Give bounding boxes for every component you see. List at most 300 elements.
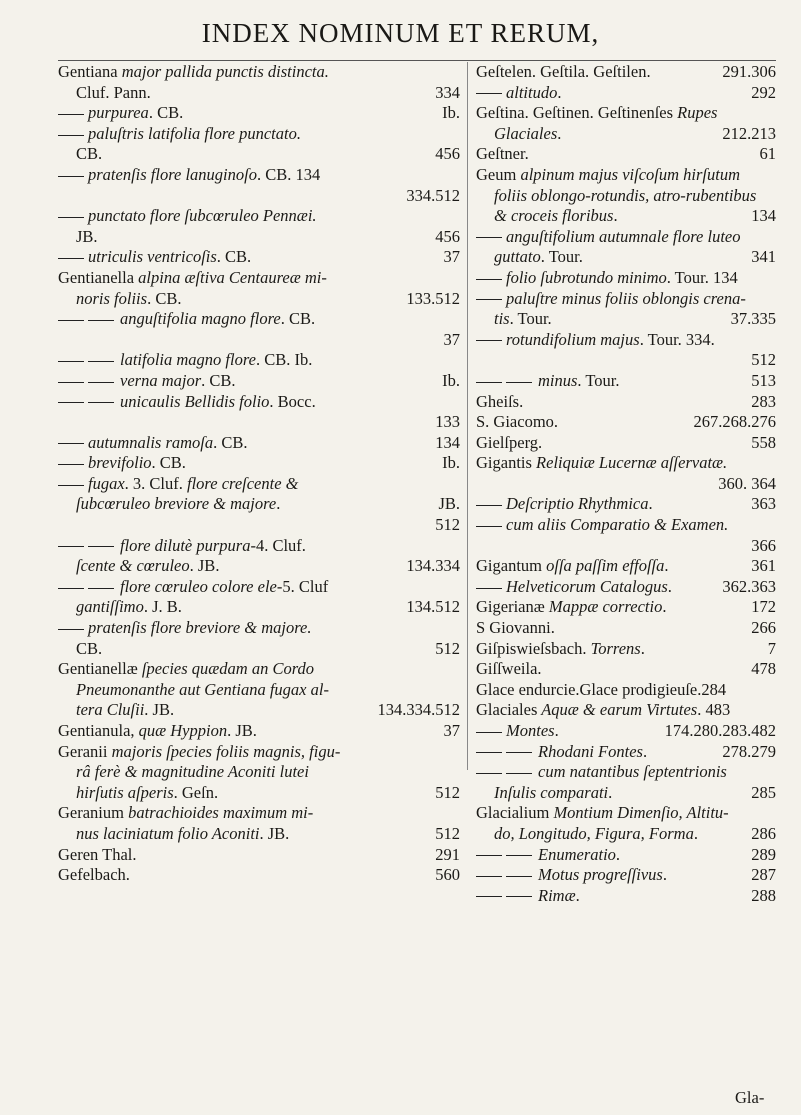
repeat-dash bbox=[58, 464, 84, 465]
page-reference: 291.306 bbox=[716, 62, 776, 83]
page-reference: 512 bbox=[429, 639, 460, 660]
page-reference: 560 bbox=[429, 865, 460, 886]
entry-description: flore cœruleo colore ele- bbox=[120, 576, 283, 596]
entry-description: Rimæ bbox=[538, 885, 576, 905]
entry-line bbox=[476, 268, 776, 289]
entry-description: Reliquiæ Lucernæ aſſervatæ. bbox=[531, 453, 728, 473]
entry-line bbox=[58, 124, 460, 145]
entry-line bbox=[58, 556, 460, 577]
entry-text: JB. bbox=[76, 226, 98, 246]
page-reference: 266 bbox=[745, 618, 776, 639]
entry-line bbox=[58, 83, 460, 104]
entry-heading: Gentianula, bbox=[58, 721, 135, 740]
entry-text: . JB. bbox=[189, 556, 220, 576]
index-entry bbox=[58, 577, 460, 618]
page-reference: Ib. bbox=[436, 103, 460, 124]
entry-text: . Tour. 134 bbox=[666, 267, 738, 287]
entry-description: Torrens bbox=[586, 638, 641, 658]
repeat-dash bbox=[476, 588, 502, 589]
index-entry bbox=[476, 618, 776, 639]
entry-description: unicaulis Bellidis folio bbox=[120, 391, 270, 411]
index-entry bbox=[58, 268, 460, 309]
entry-line bbox=[58, 433, 460, 454]
index-entry bbox=[476, 227, 776, 268]
entry-line bbox=[58, 350, 460, 371]
entry-text: . CB. bbox=[147, 288, 182, 308]
entry-description: Helveticorum Catalogus bbox=[506, 576, 668, 596]
entry-line bbox=[58, 227, 460, 248]
page-reference: 267.268.276 bbox=[688, 412, 777, 433]
index-entry bbox=[58, 206, 460, 247]
page-reference: 292 bbox=[745, 83, 776, 104]
entry-line bbox=[476, 165, 776, 186]
index-entry bbox=[58, 536, 460, 577]
entry-line bbox=[58, 680, 460, 701]
index-entry bbox=[476, 515, 776, 556]
index-entry bbox=[476, 165, 776, 227]
index-entry bbox=[476, 659, 776, 680]
page-reference: Ib. bbox=[436, 453, 460, 474]
entry-description: Rupes bbox=[673, 103, 718, 123]
entry-line bbox=[58, 618, 460, 639]
entry-line bbox=[476, 556, 776, 577]
index-entry bbox=[58, 474, 460, 536]
entry-line bbox=[58, 865, 460, 886]
entry-description: alpinum majus viſcoſum hirſutum bbox=[516, 164, 740, 184]
entry-heading: Gentiana bbox=[58, 62, 118, 81]
page-reference: 289 bbox=[745, 845, 776, 866]
entry-text: . Bocc. bbox=[269, 391, 316, 411]
entry-description: fugax bbox=[88, 473, 125, 493]
entry-description: ſpecies quædam an Cordo bbox=[137, 659, 315, 679]
entry-description: Montes bbox=[506, 721, 555, 740]
entry-description: foliis oblongo-rotundis, atro-rubentibus bbox=[494, 185, 757, 205]
entry-description: cum aliis Comparatio & Examen. bbox=[506, 515, 729, 535]
entry-text: . bbox=[554, 721, 559, 740]
entry-heading: Gigantis bbox=[476, 453, 532, 473]
repeat-dash bbox=[88, 546, 114, 547]
page-reference: 212.213 bbox=[716, 124, 776, 145]
entry-text: . CB. bbox=[280, 309, 316, 329]
entry-text: 5. Cluf bbox=[282, 576, 329, 596]
entry-description: Mappæ correctio bbox=[544, 597, 663, 617]
entry-line bbox=[476, 433, 776, 454]
entry-description: oſſa paſſim effoſſa bbox=[542, 556, 665, 576]
repeat-dash bbox=[476, 896, 502, 897]
entry-line bbox=[476, 412, 776, 433]
page-reference: 286 bbox=[745, 824, 776, 845]
entry-description: anguſtifolium autumnale flore luteo bbox=[506, 226, 741, 246]
index-entry bbox=[476, 62, 776, 83]
entry-description: & croceis floribus bbox=[494, 206, 614, 226]
repeat-dash bbox=[476, 340, 502, 341]
page-reference: 478 bbox=[745, 659, 776, 680]
catchword: Gla- bbox=[735, 1088, 765, 1107]
entry-text: . bbox=[640, 638, 645, 658]
entry-line bbox=[58, 247, 460, 268]
entry-line bbox=[476, 124, 776, 145]
entry-line bbox=[476, 392, 776, 413]
entry-line bbox=[58, 494, 460, 515]
entry-description: alpina æſtiva Centaureæ mi- bbox=[134, 267, 327, 287]
repeat-dash bbox=[58, 382, 84, 383]
entry-heading: Giſſweila. bbox=[476, 659, 542, 679]
entry-description: anguſtifolia magno flore bbox=[120, 309, 281, 329]
entry-line bbox=[58, 762, 460, 783]
entry-line bbox=[476, 618, 776, 639]
entry-description: pratenſis flore breviore & majore. bbox=[88, 618, 312, 638]
entry-heading: Geſtina. Geſtinen. Geſtinenſes bbox=[476, 103, 674, 123]
entry-heading: Geum bbox=[476, 164, 517, 184]
entry-description: Motus progreſſivus bbox=[538, 865, 663, 885]
index-entry bbox=[476, 268, 776, 289]
entry-line bbox=[58, 845, 460, 866]
entry-description: hirſutis aſperis bbox=[76, 782, 174, 802]
entry-description: guttato bbox=[494, 247, 541, 267]
repeat-dash bbox=[476, 732, 502, 733]
entry-line bbox=[58, 62, 460, 83]
entry-description: majoris ſpecies foliis magnis, figu- bbox=[107, 741, 341, 761]
index-entry bbox=[476, 845, 776, 866]
column-divider bbox=[467, 62, 468, 770]
repeat-dash bbox=[506, 773, 532, 774]
entry-line bbox=[58, 536, 460, 557]
page-reference: 513 bbox=[745, 371, 776, 392]
entry-line bbox=[476, 597, 776, 618]
entry-text: . 483 bbox=[697, 700, 731, 720]
page-reference: 37 bbox=[438, 247, 461, 268]
page-reference: 37 bbox=[438, 721, 461, 742]
page-reference: 283 bbox=[745, 392, 776, 413]
index-entry bbox=[58, 371, 460, 392]
entry-line bbox=[58, 474, 460, 495]
entry-line bbox=[58, 453, 460, 474]
repeat-dash bbox=[58, 114, 84, 115]
entry-heading: S. Giacomo. bbox=[476, 412, 559, 432]
page-reference: 285 bbox=[745, 783, 776, 804]
entry-text: . bbox=[608, 782, 613, 802]
entry-text: . bbox=[642, 741, 648, 761]
page-reference: 512 bbox=[429, 783, 460, 804]
entry-line bbox=[58, 371, 460, 392]
repeat-dash bbox=[476, 299, 502, 300]
entry-description: Glaciales bbox=[494, 123, 558, 143]
entry-line bbox=[58, 597, 460, 618]
left-column bbox=[58, 62, 460, 886]
page-reference: 61 bbox=[754, 144, 777, 165]
index-entry bbox=[58, 309, 460, 350]
page-reference: 366 bbox=[745, 536, 776, 557]
repeat-dash bbox=[58, 402, 84, 403]
page-reference: 172 bbox=[745, 597, 776, 618]
entry-line bbox=[476, 783, 776, 804]
entry-description: Pneumonanthe aut Gentiana fugax al- bbox=[76, 679, 329, 699]
entry-line bbox=[58, 803, 460, 824]
index-entry bbox=[58, 392, 460, 433]
entry-line bbox=[58, 721, 460, 742]
repeat-dash bbox=[476, 505, 502, 506]
entry-line bbox=[476, 494, 776, 515]
repeat-dash bbox=[88, 402, 114, 403]
entry-text: . bbox=[615, 844, 621, 864]
entry-description: rotundifolium majus bbox=[506, 329, 640, 349]
index-entry bbox=[476, 289, 776, 330]
entry-line bbox=[476, 845, 776, 866]
entry-line bbox=[476, 577, 776, 598]
entry-text: . CB. bbox=[201, 370, 236, 390]
entry-description: paluſtre minus foliis oblongis crena- bbox=[506, 288, 746, 308]
entry-line bbox=[58, 144, 460, 165]
entry-description: major pallida punctis distincta. bbox=[117, 62, 329, 81]
page-reference: 134.334 bbox=[400, 556, 460, 577]
index-entry bbox=[58, 865, 460, 886]
entry-heading: S Giovanni. bbox=[476, 618, 555, 638]
entry-heading: Geſtner. bbox=[476, 144, 529, 164]
page-reference: 7 bbox=[762, 639, 776, 660]
entry-line bbox=[476, 83, 776, 104]
index-entry bbox=[476, 556, 776, 577]
entry-line bbox=[476, 803, 776, 824]
entry-description: Enumeratio bbox=[538, 844, 616, 864]
page-reference: 133 bbox=[429, 412, 460, 433]
entry-line bbox=[476, 515, 776, 536]
page-reference: 512 bbox=[429, 824, 460, 845]
index-entry bbox=[58, 618, 460, 659]
entry-line bbox=[58, 309, 460, 330]
entry-line bbox=[58, 289, 460, 310]
entry-line bbox=[476, 330, 776, 351]
entry-heading: Glaciales bbox=[476, 700, 538, 720]
entry-description: paluſtris latifolia flore punctato. bbox=[88, 123, 301, 143]
entry-description: quæ Hyppion bbox=[134, 721, 228, 740]
right-column bbox=[476, 62, 776, 906]
entry-text: . bbox=[276, 494, 281, 514]
repeat-dash bbox=[88, 320, 114, 321]
index-entry bbox=[58, 124, 460, 165]
entry-text: . Tour. bbox=[509, 309, 552, 329]
entry-description: noris foliis bbox=[76, 288, 148, 308]
entry-text: . 3. Cluf. bbox=[124, 473, 188, 493]
page-reference: 558 bbox=[745, 433, 776, 454]
entry-description: folio ſubrotundo minimo bbox=[506, 267, 667, 287]
index-entry bbox=[476, 700, 776, 721]
entry-line bbox=[476, 680, 776, 701]
entry-description: autumnalis ramoſa bbox=[88, 432, 214, 452]
entry-text: . bbox=[662, 597, 667, 617]
index-entry bbox=[58, 742, 460, 804]
page-reference: 512 bbox=[745, 350, 776, 371]
entry-line bbox=[476, 103, 776, 124]
page-reference: 363 bbox=[745, 494, 776, 515]
index-entry bbox=[476, 412, 776, 433]
page-reference: Ib. bbox=[436, 371, 460, 392]
entry-heading: Glacialium bbox=[476, 803, 550, 823]
entry-heading: Gheiſs. bbox=[476, 391, 524, 411]
page-reference: 334 bbox=[429, 83, 460, 104]
entry-description: brevifolio bbox=[88, 453, 152, 473]
index-entry bbox=[476, 433, 776, 454]
entry-heading: Gigantum bbox=[476, 556, 542, 576]
entry-text: CB. bbox=[76, 144, 103, 164]
entry-line bbox=[58, 392, 460, 413]
entry-line bbox=[476, 824, 776, 845]
entry-line bbox=[476, 186, 776, 207]
entry-line bbox=[58, 206, 460, 227]
entry-description: gantiſſimo bbox=[76, 597, 144, 617]
index-entry bbox=[476, 392, 776, 413]
page-reference: 291 bbox=[429, 845, 460, 866]
entry-line bbox=[58, 700, 460, 721]
index-entry bbox=[58, 165, 460, 206]
index-entry bbox=[58, 350, 460, 371]
index-entry bbox=[476, 103, 776, 144]
page-reference: 134 bbox=[429, 433, 460, 454]
page-reference: 512 bbox=[429, 515, 460, 536]
index-entry bbox=[58, 845, 460, 866]
entry-description: Inſulis comparati bbox=[494, 782, 609, 802]
entry-text: . J. B. bbox=[143, 597, 182, 617]
repeat-dash bbox=[476, 93, 502, 94]
entry-line bbox=[58, 824, 460, 845]
entry-description: tera Cluſii bbox=[76, 700, 145, 720]
entry-description: cum natantibus ſeptentrionis bbox=[538, 762, 727, 782]
entry-heading: Glace endurcie.Glace prodigieuſe.284 bbox=[476, 679, 727, 699]
repeat-dash bbox=[58, 485, 84, 486]
entry-line bbox=[58, 330, 460, 351]
entry-heading: Giſpiswieſsbach. bbox=[476, 638, 587, 658]
page-reference: 456 bbox=[429, 227, 460, 248]
entry-line bbox=[476, 453, 776, 474]
repeat-dash bbox=[88, 588, 114, 589]
index-entry bbox=[58, 247, 460, 268]
entry-description: latifolia magno flore bbox=[120, 350, 256, 370]
entry-heading: Geranii bbox=[58, 741, 108, 761]
repeat-dash bbox=[58, 443, 84, 444]
page-reference: 134.334.512 bbox=[372, 700, 461, 721]
entry-description: altitudo bbox=[506, 82, 558, 102]
entry-heading: Geren Thal. bbox=[58, 844, 137, 864]
entry-text: . JB. bbox=[227, 721, 257, 740]
index-entry bbox=[58, 103, 460, 124]
page-reference: 133.512 bbox=[400, 289, 460, 310]
entry-text: . CB. bbox=[216, 247, 252, 267]
header-rule bbox=[58, 60, 776, 61]
repeat-dash bbox=[58, 320, 84, 321]
entry-text: . bbox=[613, 206, 618, 226]
entry-line bbox=[58, 412, 460, 433]
entry-line bbox=[476, 721, 776, 742]
page-reference: 174.280.283.482 bbox=[659, 721, 776, 742]
repeat-dash bbox=[58, 217, 84, 218]
entry-description: râ ferè & magnitudine Aconiti lutei bbox=[76, 762, 309, 782]
entry-line bbox=[476, 247, 776, 268]
entry-line bbox=[476, 762, 776, 783]
entry-description: minus bbox=[538, 370, 578, 390]
page-reference: 37.335 bbox=[725, 309, 776, 330]
index-entry bbox=[476, 371, 776, 392]
entry-line bbox=[476, 309, 776, 330]
entry-line bbox=[476, 371, 776, 392]
entry-text: 4. Cluf. bbox=[255, 535, 306, 555]
index-entry bbox=[476, 577, 776, 598]
index-entry bbox=[58, 433, 460, 454]
entry-text: . JB. bbox=[144, 700, 175, 720]
entry-text: . bbox=[557, 82, 562, 102]
entry-description: verna major bbox=[120, 370, 202, 390]
entry-line bbox=[476, 865, 776, 886]
entry-text: . CB. bbox=[148, 103, 184, 123]
entry-description: flore dilutè purpura- bbox=[120, 535, 256, 555]
entry-line bbox=[58, 515, 460, 536]
entry-line bbox=[58, 103, 460, 124]
index-entry bbox=[476, 639, 776, 660]
index-entry bbox=[476, 144, 776, 165]
repeat-dash bbox=[506, 382, 532, 383]
page-reference: 360. 364 bbox=[712, 474, 776, 495]
page-reference: 362.363 bbox=[716, 577, 776, 598]
entry-description: flore creſcente & bbox=[187, 473, 299, 493]
page-reference: 287 bbox=[745, 865, 776, 886]
entry-description: Rhodani Fontes bbox=[538, 741, 643, 761]
page-reference: 134.512 bbox=[400, 597, 460, 618]
repeat-dash bbox=[476, 382, 502, 383]
entry-text: . Tour. bbox=[540, 247, 583, 267]
entry-description: purpurea bbox=[88, 103, 149, 123]
entry-text: . bbox=[664, 556, 669, 576]
entry-heading: Gigerianæ bbox=[476, 597, 545, 617]
entry-text: . Tour. bbox=[577, 370, 620, 390]
repeat-dash bbox=[88, 382, 114, 383]
entry-text: . CB. bbox=[213, 432, 248, 452]
entry-line bbox=[476, 700, 776, 721]
repeat-dash bbox=[58, 629, 84, 630]
entry-heading: Gentianella bbox=[58, 267, 135, 287]
entry-description: pratenſis flore lanuginoſo bbox=[88, 164, 257, 184]
entry-line bbox=[58, 268, 460, 289]
entry-line bbox=[476, 639, 776, 660]
entry-line bbox=[476, 62, 776, 83]
repeat-dash bbox=[506, 855, 532, 856]
entry-description: ſcente & cœruleo bbox=[76, 556, 190, 576]
entry-line bbox=[476, 536, 776, 557]
entry-heading: Gefelbach. bbox=[58, 865, 130, 885]
index-entry bbox=[476, 886, 776, 907]
repeat-dash bbox=[476, 876, 502, 877]
entry-line bbox=[476, 474, 776, 495]
entry-line bbox=[58, 165, 460, 186]
entry-text: . bbox=[667, 576, 672, 596]
page-reference: 456 bbox=[429, 144, 460, 165]
entry-line bbox=[58, 639, 460, 660]
entry-line bbox=[476, 289, 776, 310]
index-entry bbox=[476, 865, 776, 886]
entry-text: Cluf. Pann. bbox=[76, 82, 151, 102]
entry-line bbox=[58, 186, 460, 207]
entry-text: . bbox=[662, 865, 667, 885]
page-reference: 134 bbox=[745, 206, 776, 227]
index-entry bbox=[58, 803, 460, 844]
entry-text: . CB. bbox=[151, 453, 186, 473]
repeat-dash bbox=[58, 588, 84, 589]
entry-heading: Geranium bbox=[58, 803, 124, 823]
repeat-dash bbox=[476, 237, 502, 238]
index-entry bbox=[476, 742, 776, 763]
entry-text: . bbox=[693, 823, 698, 843]
entry-text: . bbox=[575, 885, 580, 905]
entry-heading: Geſtelen. Geſtila. Geſtilen. bbox=[476, 62, 651, 81]
index-entry bbox=[476, 330, 776, 371]
index-entry bbox=[476, 83, 776, 104]
